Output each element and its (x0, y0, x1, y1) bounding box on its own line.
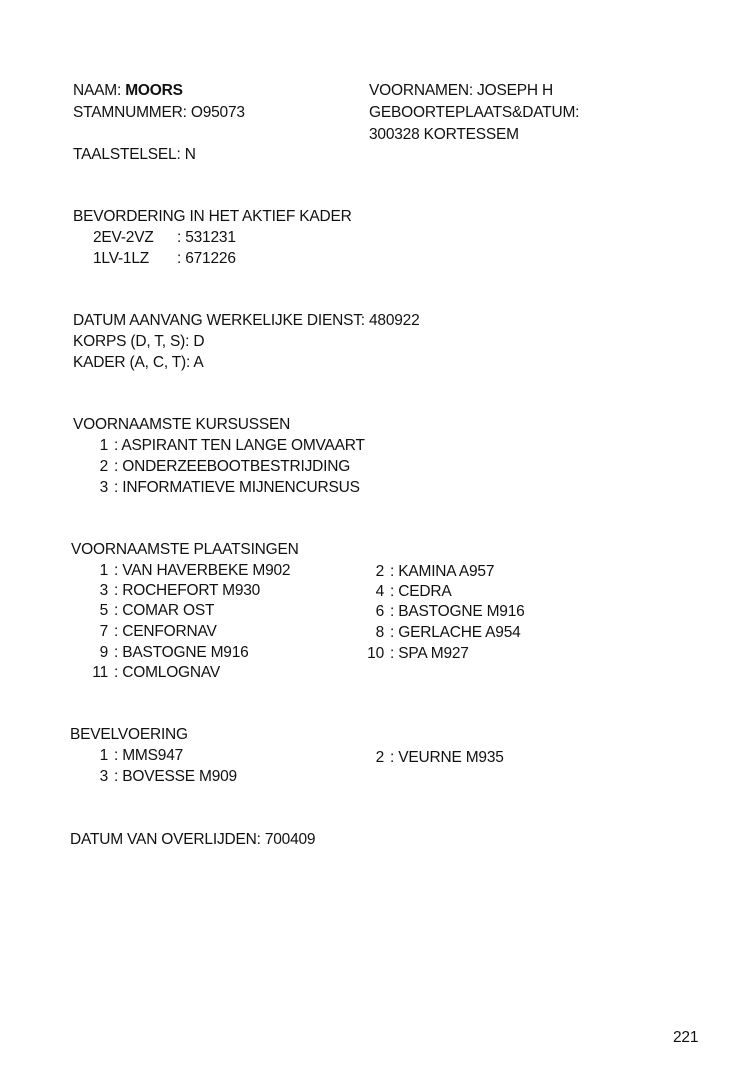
plaatsing-num: 3 (99, 582, 108, 599)
page-number: 221 (673, 1029, 699, 1046)
bevelvoering-item (362, 747, 504, 768)
kursus-num: 1 (99, 437, 108, 454)
voornamen: VOORNAMEN: JOSEPH H (369, 82, 553, 99)
plaatsing-text: : BASTOGNE M916 (390, 603, 525, 620)
naam-label: NAAM: (73, 82, 122, 99)
plaatsing-item (362, 601, 525, 622)
plaatsing-text: : COMAR OST (114, 602, 215, 619)
kader: KADER (A, C, T): A (73, 354, 204, 371)
naam-value: MOORS (125, 82, 183, 99)
plaatsing-text: : COMLOGNAV (114, 664, 221, 681)
bevordering-value: : 671226 (177, 250, 236, 267)
plaatsing-item (86, 642, 249, 663)
taalstelsel: TAALSTELSEL: N (73, 146, 196, 163)
plaatsing-num: 2 (375, 563, 384, 580)
datum-aanvang: DATUM AANVANG WERKELIJKE DIENST: 480922 (73, 312, 420, 329)
kursus-num: 3 (99, 479, 108, 496)
plaatsing-text: : BASTOGNE M916 (114, 644, 249, 661)
bevelvoering-title: BEVELVOERING (70, 726, 188, 743)
bevordering-row (93, 248, 236, 269)
plaatsing-text: : CEDRA (390, 583, 452, 600)
plaatsing-item (362, 561, 494, 582)
plaatsing-text: : GERLACHE A954 (390, 624, 521, 641)
bevelvoering-num: 3 (99, 768, 108, 785)
plaatsing-num: 9 (99, 644, 108, 661)
bevelvoering-text: : MMS947 (114, 747, 184, 764)
plaatsing-num: 8 (375, 624, 384, 641)
bevelvoering-text: : VEURNE M935 (390, 749, 504, 766)
kursus-text: : ONDERZEEBOOTBESTRIJDING (114, 458, 351, 475)
kursus-item (86, 477, 360, 498)
bevordering-value: : 531231 (177, 229, 236, 246)
bevordering-code: 2EV-2VZ (93, 229, 154, 246)
kursus-text: : INFORMATIEVE MIJNENCURSUS (114, 479, 360, 496)
plaatsing-text: : VAN HAVERBEKE M902 (114, 562, 291, 579)
plaatsing-num: 5 (99, 602, 108, 619)
plaatsing-text: : SPA M927 (390, 645, 469, 662)
plaatsing-num: 1 (99, 562, 108, 579)
bevordering-title: BEVORDERING IN HET AKTIEF KADER (73, 208, 352, 225)
kursussen-title: VOORNAAMSTE KURSUSSEN (73, 416, 291, 433)
kursus-text: : ASPIRANT TEN LANGE OMVAART (114, 437, 365, 454)
stamnummer: STAMNUMMER: O95073 (73, 104, 245, 121)
bevelvoering-item (86, 745, 183, 766)
plaatsing-text: : ROCHEFORT M930 (114, 582, 261, 599)
naam-line (73, 80, 183, 101)
plaatsing-num: 11 (92, 664, 108, 681)
plaatsing-num: 7 (99, 623, 108, 640)
kursus-item (86, 456, 350, 477)
kursus-item (86, 435, 365, 456)
geboorte-value: 300328 KORTESSEM (369, 126, 519, 143)
bevelvoering-item (86, 766, 237, 787)
plaatsing-text: : KAMINA A957 (390, 563, 495, 580)
plaatsing-item (86, 662, 220, 683)
korps: KORPS (D, T, S): D (73, 333, 205, 350)
plaatsing-num: 6 (375, 603, 384, 620)
plaatsing-item (86, 621, 217, 642)
plaatsing-item (86, 560, 290, 581)
plaatsing-item (86, 600, 214, 621)
geboorte-label: GEBOORTEPLAATS&DATUM: (369, 104, 580, 121)
plaatsing-num: 4 (375, 583, 384, 600)
kursus-num: 2 (99, 458, 108, 475)
plaatsing-item (86, 580, 260, 601)
plaatsingen-title: VOORNAAMSTE PLAATSINGEN (71, 541, 299, 558)
plaatsing-item (362, 622, 521, 643)
bevelvoering-num: 1 (99, 747, 108, 764)
bevelvoering-num: 2 (375, 749, 384, 766)
plaatsing-text: : CENFORNAV (114, 623, 217, 640)
datum-overlijden: DATUM VAN OVERLIJDEN: 700409 (70, 831, 316, 848)
plaatsing-item (362, 581, 451, 602)
plaatsing-num: 10 (367, 645, 384, 662)
bevelvoering-text: : BOVESSE M909 (114, 768, 237, 785)
plaatsing-item (362, 643, 469, 664)
bevordering-row (93, 227, 236, 248)
bevordering-code: 1LV-1LZ (93, 250, 150, 267)
